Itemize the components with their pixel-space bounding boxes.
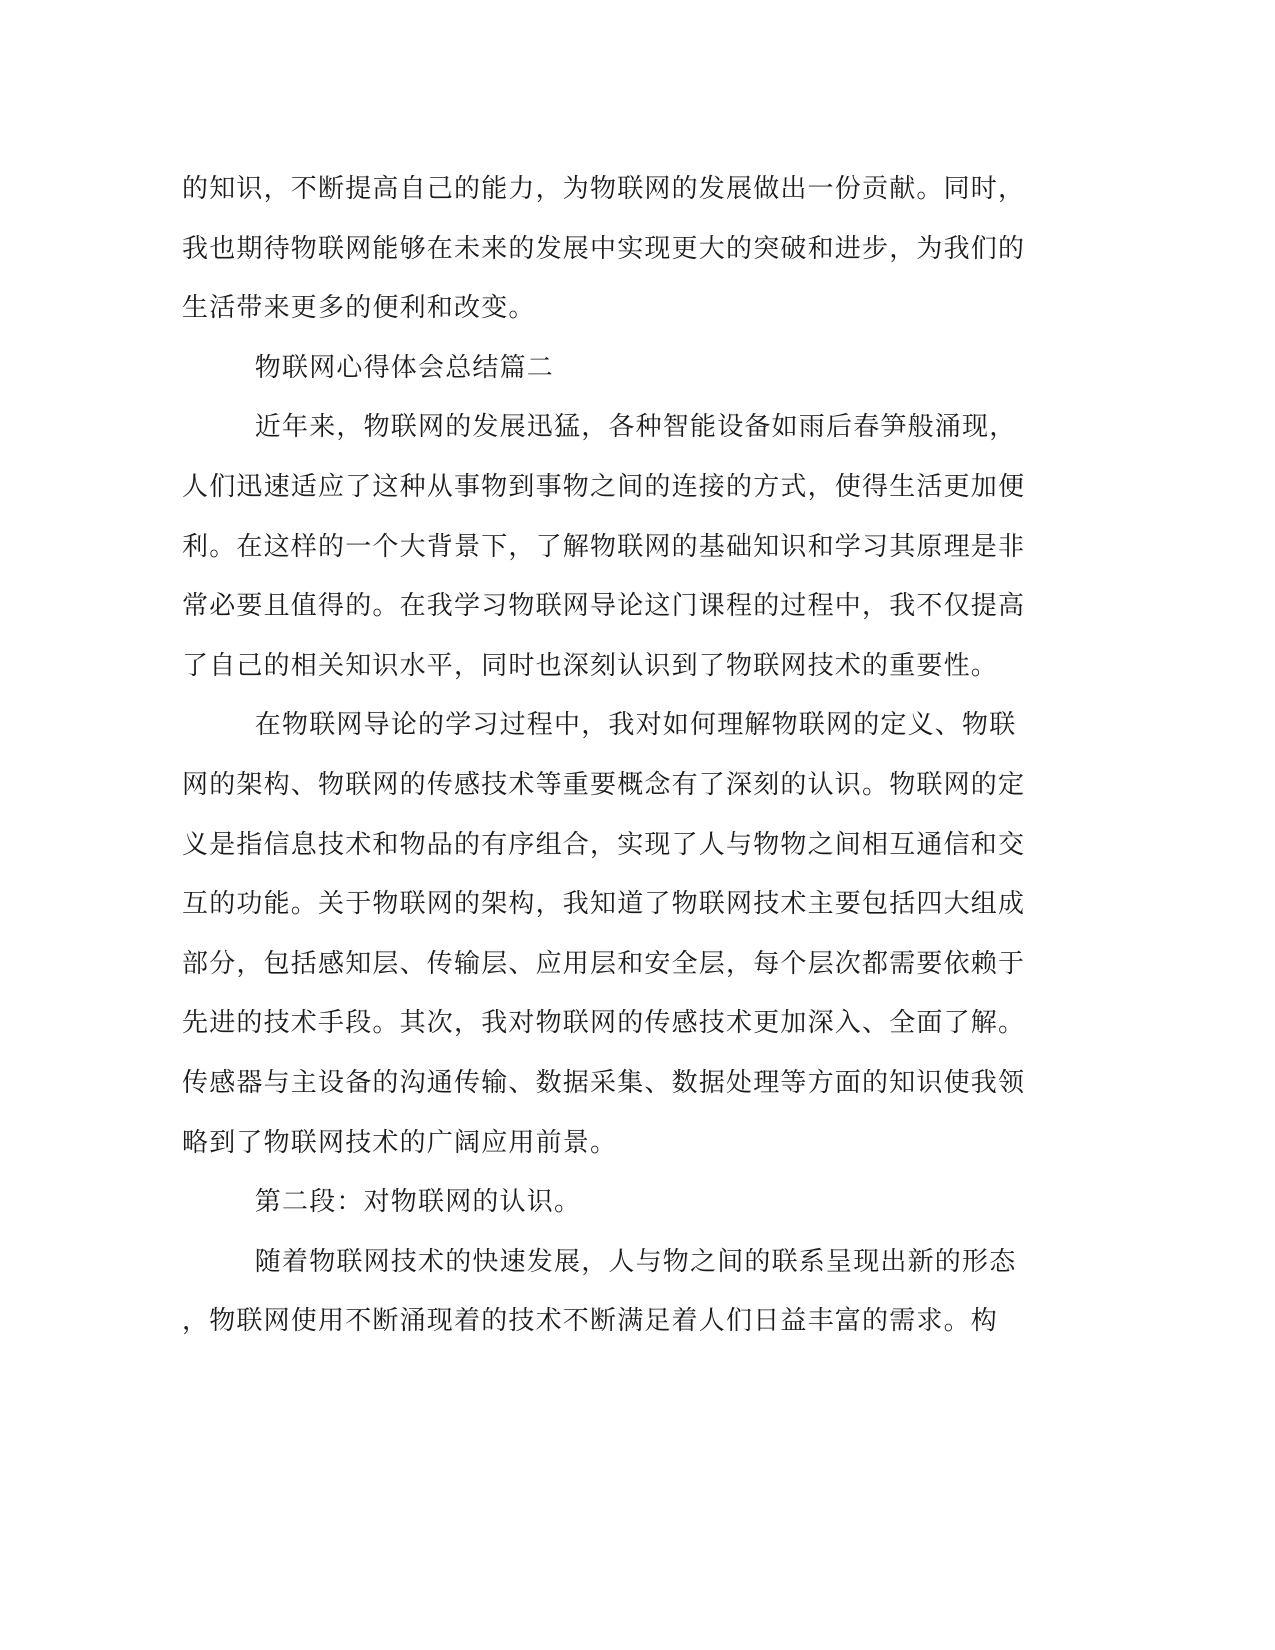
paragraph: 随着物联网技术的快速发展，人与物之间的联系呈现出新的形态，物联网使用不断涌现着的技术不断满足着人们日益丰富的需求。构	[182, 1246, 1017, 1337]
section-heading: 物联网心得体会总结篇二	[254, 352, 554, 383]
paragraph: 近年来，物联网的发展迅猛，各种智能设备如雨后春笋般涌现，人们迅速适应了这种从事物到事物之间的连接的方式，使得生活更加便利。在这样的一个大背景下，了解物联网的基础知识和学习其原理是非常必要且值得的。在我学习物联网导论这门课程的过程中，我不仅提高了自己的相关知识水平，同时也深刻认识到了物联网技术的重要性。	[182, 412, 1026, 681]
paragraph-continuation: 的知识，不断提高自己的能力，为物联网的发展做出一份贡献。同时，我也期待物联网能够在未来的发展中实现更大的突破和进步，为我们的生活带来更多的便利和改变。	[182, 174, 1026, 324]
section-subheading: 第二段：对物联网的认识。	[254, 1187, 582, 1218]
paragraph: 在物联网导论的学习过程中，我对如何理解物联网的定义、物联网的架构、物联网的传感技术等重要概念有了深刻的认识。物联网的定义是指信息技术和物品的有序组合，实现了人与物物之间相互通信和交互的功能。关于物联网的架构，我知道了物联网技术主要包括四大组成部分，包括感知层、传输层、应用层和安全层，每个层次都需要依赖于先进的技术手段。其次，我对物联网的传感技术更加深入、全面了解。传感器与主设备的沟通传输、数据采集、数据处理等方面的知识使我领略到了物联网技术的广阔应用前景。	[182, 710, 1026, 1158]
document-body	[182, 160, 1032, 1352]
